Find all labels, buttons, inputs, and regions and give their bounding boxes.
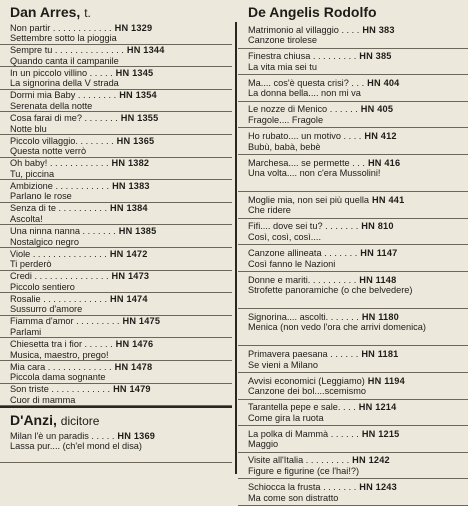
song-title-b: Lassa pur.... (ch'el mond el disa) <box>10 441 142 452</box>
song-title-b: La vita mia sei tu <box>248 61 317 72</box>
song-title-b: Notte blu <box>10 123 47 134</box>
song-title-b: Piccolo sentiero <box>10 281 75 292</box>
artist-role: dicitore <box>60 414 100 429</box>
catalog-number: HN 1369 <box>117 430 156 441</box>
song-title-a: Fifi.... dove sei tu? . . . . . . . <box>248 221 359 232</box>
catalog-number: HN 1344 <box>126 45 165 56</box>
catalog-number: HN 1215 <box>361 428 400 439</box>
song-title-a: Tarantella pepe e sale. . . . <box>248 402 356 413</box>
artist-name: Dan Arres, <box>10 4 81 20</box>
song-title-b: Strofette panoramiche (o che belvedere) <box>248 285 413 296</box>
artist-heading <box>0 0 232 22</box>
catalog-entry <box>238 219 468 246</box>
song-title-a: Le nozze di Menico . . . . . . <box>248 104 358 115</box>
catalog-entry <box>238 346 468 373</box>
catalog-entry <box>0 316 232 339</box>
song-title-a: Signorina.... ascolti. . . . . . . <box>248 311 359 322</box>
catalog-number: HN 385 <box>359 51 392 62</box>
song-title-b: Canzone tirolese <box>248 35 317 46</box>
song-title-b: Questa notte verrò <box>10 146 87 157</box>
song-title-a: Oh baby! . . . . . . . . . . . . <box>10 158 109 169</box>
song-title-a: Rosalie . . . . . . . . . . . . . <box>10 293 108 304</box>
catalog-entry <box>238 426 468 453</box>
song-title-b: Fragole.... Fragole <box>248 115 324 126</box>
song-title-b: Parlano le rose <box>10 191 72 202</box>
catalog-number: HN 1243 <box>359 481 397 492</box>
song-title-a: Finestra chiusa . . . . . . . . . <box>248 51 357 62</box>
song-title-a: Ambizione . . . . . . . . . . . <box>10 180 110 191</box>
artist-heading <box>238 0 468 22</box>
song-title-b: Maggio <box>248 439 279 450</box>
catalog-entry <box>0 430 232 463</box>
catalog-entry <box>238 479 468 506</box>
catalog-number: HN 1365 <box>116 135 155 146</box>
catalog-number: HN 1148 <box>359 274 397 285</box>
catalog-number: HN 1345 <box>115 67 154 78</box>
catalog-entry <box>238 75 468 102</box>
song-title-b: Tu, piccina <box>10 168 55 179</box>
catalog-entry <box>238 155 468 192</box>
catalog-entry <box>0 384 232 407</box>
catalog-number: HN 1383 <box>112 180 150 191</box>
catalog-entry <box>0 45 232 68</box>
catalog-entry <box>0 158 232 181</box>
artist-role: t. <box>84 6 91 20</box>
catalog-number: HN 1194 <box>367 375 405 386</box>
song-title-b: Musica, maestro, prego! <box>10 349 109 360</box>
song-title-a: Schiocca la frusta . . . . . . . <box>248 481 357 492</box>
catalog-number: HN 1476 <box>115 339 154 349</box>
song-title-a: Ho rubato.... un motivo . . . . <box>248 131 362 142</box>
catalog-number: HN 1355 <box>120 113 159 124</box>
catalog-entry <box>0 293 232 316</box>
song-title-a: Moglie mia, non sei più quella <box>248 194 370 205</box>
catalog-entry <box>0 180 232 203</box>
song-title-b: Ma come son distratto <box>248 492 339 503</box>
catalog-number: HN 1214 <box>358 402 397 413</box>
song-title-a: Marchesa.... se permette . . . <box>248 157 365 168</box>
catalog-entry <box>238 49 468 76</box>
left-column <box>0 0 232 463</box>
song-title-a: Ma.... cos'è questa crisi? . . . <box>248 77 365 88</box>
song-title-b: Come gira la ruota <box>248 412 324 423</box>
catalog-number: HN 441 <box>372 194 405 205</box>
song-title-b: Menica (non vedo l'ora che arrivi domenica) <box>248 322 426 333</box>
song-title-b: Parlami <box>10 327 42 337</box>
song-title-a: Una ninna nanna . . . . . . . <box>10 226 116 237</box>
song-title-b: La donna bella.... non mi va <box>248 88 361 99</box>
catalog-entry <box>238 245 468 272</box>
song-title-b: Ti perderò <box>10 259 52 270</box>
song-title-a: Viole . . . . . . . . . . . . . . . <box>10 248 107 259</box>
catalog-number: HN 412 <box>364 131 397 142</box>
song-title-b: Che ridere <box>248 205 291 216</box>
song-title-b: Sussurro d'amore <box>10 304 83 315</box>
catalog-entry <box>0 112 232 135</box>
song-title-a: Mia cara . . . . . . . . . . . . . <box>10 361 112 372</box>
song-title-a: Cosa farai di me? . . . . . . . <box>10 113 118 124</box>
song-title-b: Bubù, babà, bebè <box>248 141 321 152</box>
catalog-entry <box>0 248 232 271</box>
catalog-entry <box>238 192 468 219</box>
artist-section <box>238 0 468 506</box>
catalog-entry <box>0 225 232 248</box>
catalog-number: HN 1473 <box>111 271 150 282</box>
song-title-b: Canzone dei bol....scemismo <box>248 386 366 397</box>
catalog-number: HN 1385 <box>118 226 157 237</box>
column-divider <box>235 22 237 474</box>
song-title-a: Non partir . . . . . . . . . . . . <box>10 22 112 33</box>
song-title-b: Se vieni a Milano <box>248 359 318 370</box>
song-title-a: Primavera paesana . . . . . . <box>248 349 359 359</box>
catalog-entry <box>238 128 468 155</box>
song-title-b: Ascolta! <box>10 214 43 225</box>
catalog-entry <box>238 102 468 129</box>
song-title-b: Serenata della notte <box>10 101 93 112</box>
catalog-entry <box>0 203 232 226</box>
catalog-number: HN 383 <box>362 24 395 35</box>
catalog-number: HN 1479 <box>113 384 151 395</box>
catalog-entry <box>238 453 468 480</box>
song-title-b: Così, così, così.... <box>248 232 322 243</box>
catalog-number: HN 1147 <box>360 248 398 259</box>
song-title-a: Son triste . . . . . . . . . . . . <box>10 384 111 395</box>
song-title-b: La signorina della V strada <box>10 78 119 89</box>
catalog-number: HN 1181 <box>361 349 399 359</box>
catalog-number: HN 416 <box>367 157 401 168</box>
catalog-number: HN 1474 <box>110 293 148 304</box>
artist-name: D'Anzi, <box>10 412 57 429</box>
song-title-b: Nostalgico negro <box>10 236 79 247</box>
song-title-a: Dormi mia Baby . . . . . . . . <box>10 90 117 101</box>
catalog-entry <box>0 67 232 90</box>
catalog-number: HN 404 <box>367 77 400 88</box>
catalog-number: HN 1354 <box>119 90 157 101</box>
catalog-entry <box>0 90 232 113</box>
song-title-a: Chiesetta tra i fior . . . . . . <box>10 339 113 349</box>
catalog-entry <box>0 361 232 384</box>
catalog-number: HN 405 <box>360 104 394 115</box>
catalog-number: HN 1478 <box>114 361 153 372</box>
song-title-a: In un piccolo villino . . . . . <box>10 67 113 78</box>
catalog-number: HN 1382 <box>111 158 150 169</box>
song-title-a: Fiamma d'amor . . . . . . . . . <box>10 316 120 327</box>
catalog-entry <box>238 309 468 346</box>
song-title-a: Matrimonio al villaggio . . . . <box>248 24 360 35</box>
catalog-number: HN 1242 <box>352 455 390 466</box>
artist-section <box>0 406 232 463</box>
catalog-number: HN 810 <box>361 221 394 232</box>
catalog-entry <box>238 400 468 427</box>
artist-heading <box>0 408 232 430</box>
catalog-entry <box>0 271 232 294</box>
catalog-entry <box>0 338 232 361</box>
song-title-b: Piccola dama sognante <box>10 372 106 383</box>
song-title-a: Credi . . . . . . . . . . . . . . . <box>10 271 109 282</box>
song-title-b: Quando canta il campanile <box>10 55 119 66</box>
artist-section <box>0 0 232 406</box>
catalog-number: HN 1472 <box>109 248 148 259</box>
song-title-a: Milan l'è un paradis . . . . . <box>10 430 115 441</box>
song-title-a: Visite all'Italia . . . . . . . . . <box>248 455 350 466</box>
catalog-entry <box>238 373 468 400</box>
catalog-entry <box>238 272 468 309</box>
song-title-a: Sempre tu . . . . . . . . . . . . . . <box>10 45 124 56</box>
song-title-b: Figure e figurine (ce l'hai!?) <box>248 465 360 476</box>
song-title-b: Settembre sotto la pioggia <box>10 33 117 44</box>
song-title-b: Una volta.... non c'era Mussolini! <box>248 168 381 179</box>
song-title-a: Donne e mariti. . . . . . . . . . <box>248 274 357 285</box>
song-title-a: La polka di Mammà . . . . . . <box>248 428 359 439</box>
song-title-a: Avvisi economici (Leggiamo) <box>248 375 365 386</box>
catalog-entry <box>0 135 232 158</box>
artist-name: De Angelis Rodolfo <box>248 4 377 20</box>
catalog-number: HN 1384 <box>110 203 148 214</box>
catalog-number: HN 1475 <box>122 316 161 327</box>
catalog-number: HN 1180 <box>361 311 399 322</box>
song-title-a: Piccolo villaggio. . . . . . . . <box>10 135 114 146</box>
song-title-a: Senza di te . . . . . . . . . . <box>10 203 108 214</box>
catalog-entry <box>238 22 468 49</box>
right-column <box>238 0 468 506</box>
song-title-b: Così fanno le Nazioni <box>248 258 336 269</box>
catalog-entry <box>0 22 232 45</box>
song-title-a: Canzone allineata . . . . . . . <box>248 248 358 259</box>
catalog-number: HN 1329 <box>114 22 153 33</box>
song-title-b: Cuor di mamma <box>10 394 76 405</box>
